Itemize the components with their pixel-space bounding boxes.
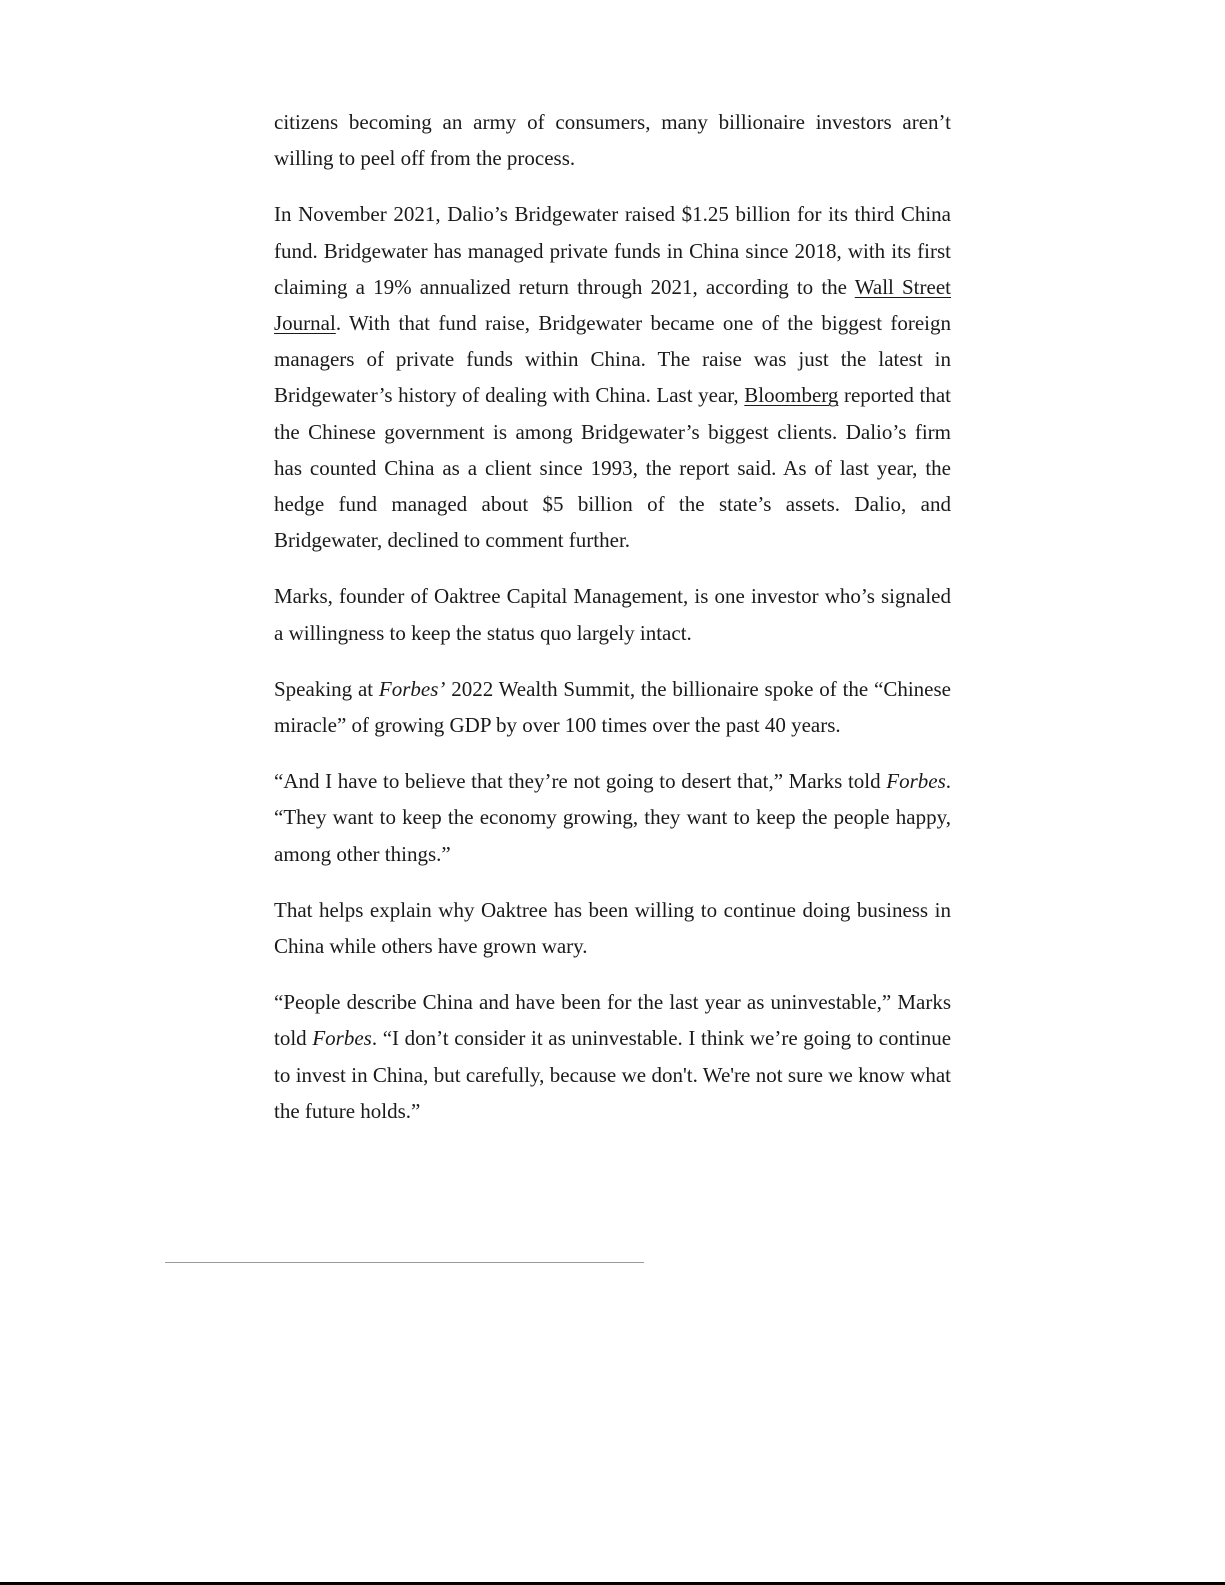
paragraph-2-text-3: reported that the Chinese government is among Bridgewater’s biggest clients. Dalio’s firm has counted China as a client since 1993, the report said. As of last year, the hedge fund managed about $5 billion of the state’s assets. Dalio, and Bridgewater, declined to comment further. (274, 383, 951, 553)
paragraph-7 (274, 984, 951, 1129)
paragraph-7-text-1: “People describe China and have been for the last year as uninvestable,” Marks told (274, 990, 951, 1051)
paragraph-4 (274, 671, 951, 743)
paragraph-5-text-1: “And I have to believe that they’re not going to desert that,” Marks told (274, 769, 887, 794)
forbes-italic: Forbes (886, 769, 946, 794)
paragraph-4-text-2: 2022 Wealth Summit, the billionaire spoke of the “Chinese miracle” of growing GDP by over 100 times over the past 40 years. (274, 676, 951, 738)
paragraph-5 (274, 763, 951, 872)
footnote-separator (165, 1262, 644, 1263)
paragraph-1 (274, 104, 951, 176)
paragraph-2-text-1: In November 2021, Dalio’s Bridgewater raised $1.25 billion for its third China fund. Bridgewater has managed private funds in China since 2018, with its first claiming a 19% annualized return through 2021, according to the (274, 202, 951, 299)
bloomberg-link[interactable]: Bloomberg (744, 383, 839, 408)
paragraph-4-text-1: Speaking at (274, 676, 379, 701)
wall-street-journal-link[interactable]: Wall Street Journal (274, 274, 951, 336)
paragraph-6-text: That helps explain why Oaktree has been willing to continue doing business in China while others have grown wary. (274, 897, 951, 959)
paragraph-1-text: citizens becoming an army of consumers, many billionaire investors aren’t willing to peel off from the process. (274, 110, 951, 171)
paragraph-6 (274, 892, 951, 964)
paragraph-2 (274, 196, 951, 558)
forbes-italic: Forbes (312, 1026, 372, 1051)
paragraph-3 (274, 578, 951, 650)
paragraph-2-text-2: . With that fund raise, Bridgewater became one of the biggest foreign managers of private funds within China. The raise was just the latest in Bridgewater’s history of dealing with China. Last year, (274, 311, 951, 408)
paragraph-3-text: Marks, founder of Oaktree Capital Management, is one investor who’s signaled a willingness to keep the status quo largely intact. (274, 584, 951, 645)
body-text (274, 104, 951, 1149)
forbes-italic: Forbes’ (378, 676, 446, 701)
paragraph-7-text-2: . “I don’t consider it as uninvestable. I think we’re going to continue to invest in China, but carefully, because we don't. We're not sure we know what the future holds.” (274, 1026, 952, 1123)
paragraph-5-text-2: . “They want to keep the economy growing, they want to keep the people happy, among other things.” (274, 769, 951, 866)
